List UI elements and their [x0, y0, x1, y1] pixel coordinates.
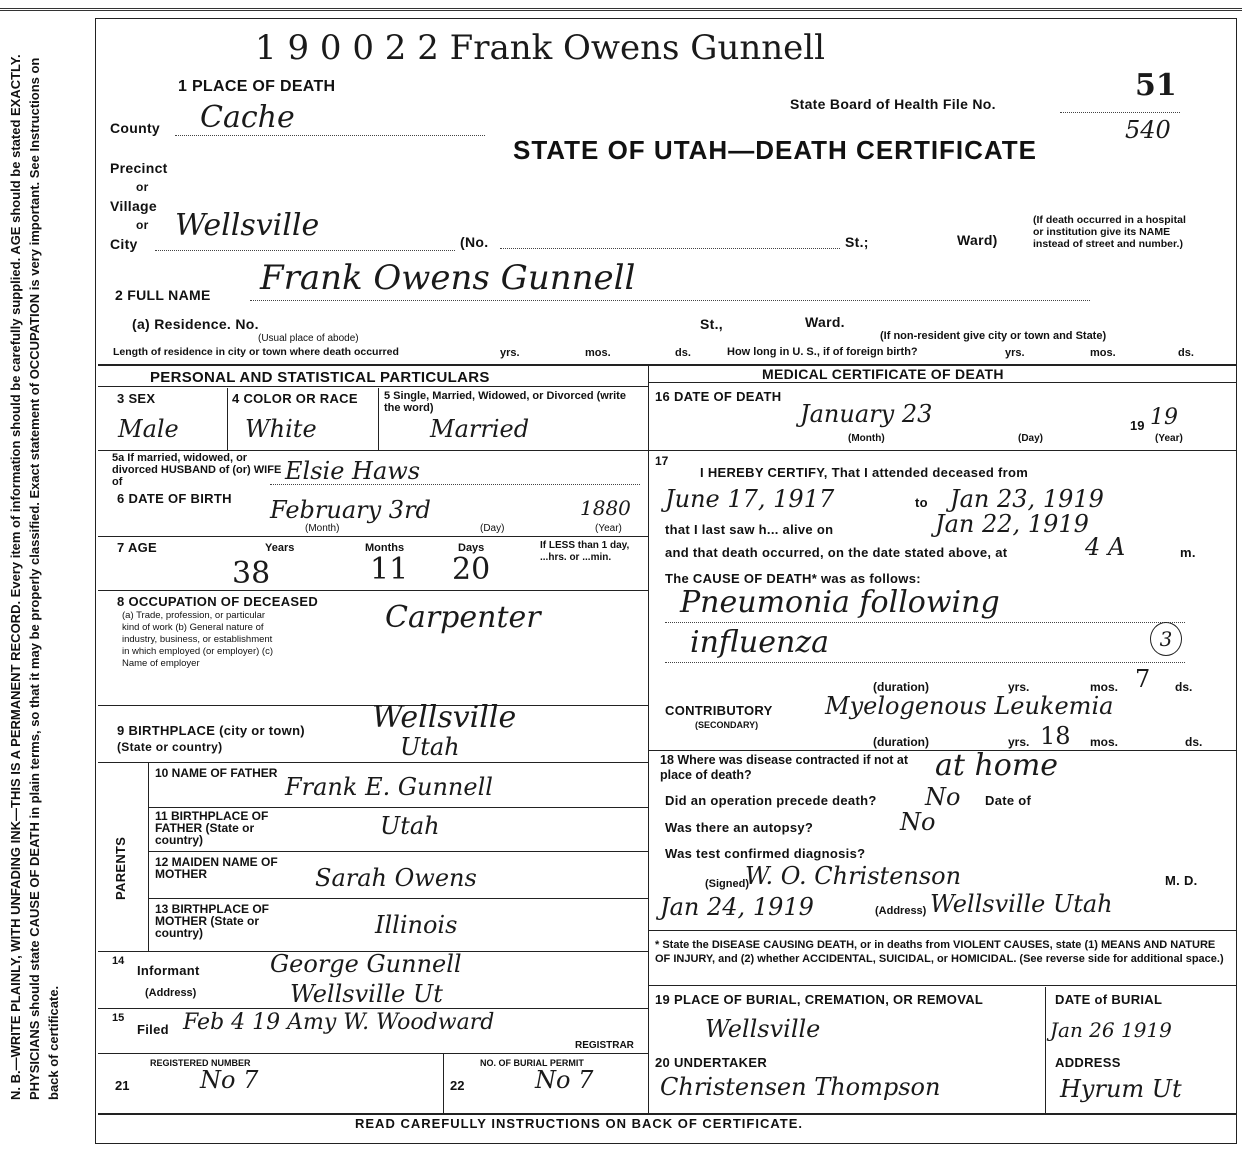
birthplace-label: 9 BIRTHPLACE (city or town): [117, 723, 305, 738]
file-no-label: State Board of Health File No.: [790, 96, 996, 112]
dob-label: 6 DATE OF BIRTH: [117, 491, 232, 506]
duration-2-yrs: yrs.: [1008, 735, 1030, 749]
birthplace-sub-label: (State or country): [117, 740, 223, 754]
burial-permit-value: No 7: [535, 1066, 594, 1094]
parents-label: PARENTS: [113, 836, 128, 900]
autopsy-value: No: [900, 808, 936, 836]
cause-note: 3: [1150, 622, 1182, 656]
date-of-death-year: 19: [1150, 405, 1178, 430]
personal-section-title: PERSONAL AND STATISTICAL PARTICULARS: [150, 369, 490, 386]
row-15-line: [98, 1053, 648, 1054]
street-line: [500, 248, 840, 249]
frame-right: [1236, 18, 1237, 1143]
cause-line-2: influenza: [690, 625, 830, 660]
frame-bottom: [95, 1143, 1237, 1144]
marital-value: Married: [430, 415, 530, 443]
residence-sub: (Usual place of abode): [258, 333, 359, 344]
top-border: [0, 8, 1242, 11]
signed-label: (Signed): [705, 878, 749, 890]
certificate-title: STATE OF UTAH—DEATH CERTIFICATE: [513, 135, 1037, 165]
certify-no: 17: [655, 454, 669, 468]
contributory-value: Myelogenous Leukemia: [825, 692, 1114, 720]
burial-date-label: DATE of BURIAL: [1055, 992, 1163, 1007]
how-long-ds: ds.: [1178, 347, 1194, 359]
how-long-mos: mos.: [1090, 347, 1116, 359]
duration-1-value: 7: [1135, 665, 1151, 693]
row-16-line: [648, 450, 1236, 451]
row-12-line: [148, 898, 648, 899]
contracted-label: 18 Where was disease contracted if not at place of death?: [660, 753, 908, 782]
residence-label: (a) Residence. No.: [132, 316, 259, 332]
signed-value: W. O. Christenson: [745, 862, 962, 890]
doctor-address-value: Wellsville Utah: [930, 890, 1113, 918]
father-birthplace-label: 11 BIRTHPLACE OF FATHER (State or country): [155, 809, 269, 847]
row-7-line: [98, 590, 648, 591]
burial-permit-field: 22: [450, 1078, 465, 1093]
city-value: Wellsville: [175, 208, 320, 243]
duration-1-ds: ds.: [1175, 680, 1193, 694]
cause-line-1: Pneumonia following: [680, 585, 1000, 620]
filed-value: Feb 4 19 Amy W. Woodward: [183, 1010, 495, 1035]
death-time-m: m.: [1180, 545, 1196, 560]
date-of-death-year-prefix: 19: [1130, 418, 1145, 433]
dob-year-label: (Year): [595, 523, 622, 534]
sex-value: Male: [118, 415, 179, 443]
dod-month-label: (Month): [848, 433, 885, 444]
place-of-death-label: 1 PLACE OF DEATH: [178, 78, 336, 95]
cause-footnote: * State the DISEASE CAUSING DEATH, or in deaths from VIOLENT CAUSES, state (1) MEANS AND NATURE OF INJURY, and (2) whether ACCIDENTAL, SUICIDAL, or HOMICIDAL. (See reverse side for additional space.): [655, 939, 1224, 965]
row-6-line: [98, 536, 648, 537]
informant-no: 14: [112, 955, 125, 967]
undertaker-address-value: Hyrum Ut: [1060, 1075, 1182, 1103]
undertaker-label: 20 UNDERTAKER: [655, 1055, 768, 1070]
contributory-sub: (SECONDARY): [695, 720, 759, 730]
dod-year-label: (Year): [1155, 433, 1183, 444]
sidebar-note: N. B.—WRITE PLAINLY, WITH UNFADING INK—THIS IS A PERMANENT RECORD. Every item of information should be carefully supplied. AGE should be stated EXACTLY. PHYSICIANS should state CAUSE OF DEATH in plain terms, so that it may be properly classified. Exact statement of OCCUPATION is very important. See Instructions on back of certificate.: [8, 54, 61, 1100]
birthplace-state: Utah: [400, 733, 460, 761]
county-value: Cache: [200, 100, 295, 135]
frame-top: [95, 18, 1237, 19]
ward-label: Ward): [957, 232, 998, 248]
personal-header-line: [98, 386, 648, 387]
full-name-value: Frank Owens Gunnell: [260, 258, 636, 298]
father-value: Frank E. Gunnell: [285, 773, 493, 801]
duration-2-ds: ds.: [1185, 735, 1203, 749]
age-months-value: 11: [370, 552, 409, 587]
mother-birthplace-value: Illinois: [375, 911, 458, 939]
birthplace-value: Wellsville: [372, 700, 517, 735]
or-label-1: or: [136, 180, 149, 194]
autopsy-label: Was there an autopsy?: [665, 820, 814, 835]
duration-1-mos: mos.: [1090, 680, 1119, 694]
age-less-label: If LESS than 1 day, ...hrs. or ...min.: [540, 540, 630, 563]
parents-divider: [148, 762, 149, 952]
contracted-value: at home: [935, 748, 1059, 783]
father-birthplace-value: Utah: [380, 812, 440, 840]
registered-number-value: No 7: [200, 1066, 259, 1094]
precinct-label: Precinct: [110, 160, 168, 176]
frame-left: [95, 18, 96, 1143]
nonresident-note: (If non-resident give city or town and State): [880, 330, 1107, 342]
or-label-2: or: [136, 218, 149, 232]
registered-number-label: REGISTERED NUMBER: [150, 1058, 251, 1068]
medical-header-line: [648, 382, 1236, 383]
marital-label: 5 Single, Married, Widowed, or Divorced (write the word): [384, 390, 626, 414]
last-saw-label: that I last saw h... alive on: [665, 522, 834, 537]
md-label: M. D.: [1165, 873, 1198, 888]
cause-line-b: [665, 662, 1185, 663]
length-of-residence-label: Length of residence in city or town where death occurred: [113, 346, 399, 358]
sex-divider: [227, 388, 228, 450]
registered-number-field: 21: [115, 1078, 130, 1093]
footer-instructions: READ CAREFULLY INSTRUCTIONS ON BACK OF CERTIFICATE.: [355, 1116, 803, 1131]
death-occurred-label: and that death occurred, on the date stated above, at: [665, 545, 1008, 560]
dob-year: 1880: [580, 496, 631, 520]
attended-to-label: to: [915, 495, 928, 510]
length-mos: mos.: [585, 347, 611, 359]
certify-text: I HEREBY CERTIFY, That I attended deceased from: [700, 465, 1029, 480]
operation-value: No: [925, 783, 961, 811]
last-saw-value: Jan 22, 1919: [935, 510, 1089, 538]
bottom-grid-line: [98, 1113, 1236, 1115]
color-label: 4 COLOR OR RACE: [232, 391, 358, 406]
occupation-label: 8 OCCUPATION OF DECEASED: [117, 594, 319, 609]
duration-1-label: (duration): [873, 680, 929, 694]
length-ds: ds.: [675, 347, 691, 359]
hospital-note: (If death occurred in a hospital or institution give its NAME instead of street and number.): [1033, 214, 1186, 250]
residence-ward-label: Ward.: [805, 314, 845, 330]
doctor-address-label: (Address): [875, 905, 927, 917]
date-of-death-value: January 23: [800, 400, 933, 428]
contributory-label: CONTRIBUTORY: [665, 703, 773, 718]
cause-label: The CAUSE OF DEATH* was as follows:: [665, 571, 921, 586]
row-18-line: [648, 930, 1236, 931]
death-time: 4 A: [1085, 533, 1126, 561]
street-no-label: (No.: [460, 234, 489, 250]
registrar-label: REGISTRAR: [575, 1040, 634, 1051]
dob-value: February 3rd: [270, 496, 431, 524]
spouse-line: [270, 484, 640, 485]
informant-label: Informant: [137, 963, 200, 978]
reg-divider: [443, 1053, 444, 1113]
row-footnote-line: [648, 985, 1236, 986]
sign-date: Jan 24, 1919: [660, 893, 814, 921]
grid-top: [98, 364, 1236, 366]
file-no-extra: 540: [1125, 116, 1171, 144]
father-label: 10 NAME OF FATHER: [155, 766, 278, 780]
dod-day-label: (Day): [1018, 433, 1044, 444]
dob-day-label: (Day): [480, 523, 505, 534]
city-line: [155, 250, 455, 251]
filed-label: Filed: [137, 1022, 169, 1037]
burial-date-value: Jan 26 1919: [1050, 1018, 1172, 1042]
color-divider: [378, 388, 379, 450]
date-of-death-label: 16 DATE OF DEATH: [655, 389, 782, 404]
burial-place-label: 19 PLACE OF BURIAL, CREMATION, OR REMOVAL: [655, 992, 984, 1007]
informant-value: George Gunnell: [270, 950, 462, 978]
color-value: White: [245, 415, 317, 443]
village-label: Village: [110, 198, 157, 214]
age-days-value: 20: [452, 552, 491, 587]
age-label: 7 AGE: [117, 540, 158, 555]
how-long-label: How long in U. S., if of foreign birth?: [727, 346, 918, 358]
operation-label: Did an operation precede death?: [665, 793, 877, 808]
occupation-value: Carpenter: [385, 600, 541, 635]
row-9-line: [98, 762, 648, 763]
burial-permit-label: NO. OF BURIAL PERMIT: [480, 1058, 584, 1068]
informant-address-value: Wellsville Ut: [290, 980, 443, 1008]
length-yrs: yrs.: [500, 347, 520, 359]
duration-1-yrs: yrs.: [1008, 680, 1030, 694]
burial-place-value: Wellsville: [705, 1015, 821, 1043]
cause-line-a: [665, 622, 1185, 623]
full-name-label: 2 FULL NAME: [115, 287, 211, 303]
age-months-label: Months: [365, 542, 405, 554]
spouse-label: 5a If married, widowed, or divorced HUSBAND of (or) WIFE of: [112, 452, 282, 488]
street-label: St.;: [845, 234, 869, 250]
burial-divider: [1045, 987, 1046, 1113]
duration-2-label: (duration): [873, 735, 929, 749]
attended-from: June 17, 1917: [665, 485, 835, 513]
sex-label: 3 SEX: [117, 391, 156, 406]
mother-label: 12 MAIDEN NAME OF MOTHER: [155, 855, 278, 881]
filed-no: 15: [112, 1012, 125, 1024]
row-14-line: [98, 1008, 648, 1009]
row-3-line: [98, 450, 648, 451]
mother-value: Sarah Owens: [315, 864, 477, 892]
county-label: County: [110, 120, 161, 136]
full-name-line: [250, 300, 1090, 301]
county-line: [175, 135, 485, 136]
row-11-line: [148, 851, 648, 852]
duration-2-mos: mos.: [1090, 735, 1119, 749]
undertaker-address-label: ADDRESS: [1055, 1055, 1121, 1070]
informant-address-label: (Address): [145, 987, 197, 999]
undertaker-value: Christensen Thompson: [660, 1073, 941, 1101]
city-label: City: [110, 236, 138, 252]
column-divider: [648, 366, 649, 1113]
operation-date-label: Date of: [985, 793, 1032, 808]
spouse-value: Elsie Haws: [285, 457, 421, 485]
attended-to: Jan 23, 1919: [950, 485, 1104, 513]
top-annotation: 1 9 0 0 2 2 Frank Owens Gunnell: [255, 28, 826, 68]
mother-birthplace-label: 13 BIRTHPLACE OF MOTHER (State or country): [155, 902, 270, 940]
age-years-label: Years: [265, 542, 295, 554]
row-10-line: [148, 807, 648, 808]
duration-2-value: 18: [1040, 722, 1071, 750]
age-days-label: Days: [458, 542, 485, 554]
test-label: Was test confirmed diagnosis?: [665, 846, 866, 861]
dob-month-label: (Month): [305, 523, 340, 534]
residence-st-label: St.,: [700, 316, 723, 332]
file-no-value: 51: [1135, 68, 1177, 103]
medical-section-title: MEDICAL CERTIFICATE OF DEATH: [762, 366, 1004, 382]
occupation-note: (a) Trade, profession, or particular kind of work (b) General nature of industry, business, or establishment in which employed (or employer) (c) Name of employer: [122, 610, 273, 669]
file-no-line: [1060, 112, 1180, 113]
age-years-value: 38: [232, 556, 271, 591]
how-long-yrs: yrs.: [1005, 347, 1025, 359]
